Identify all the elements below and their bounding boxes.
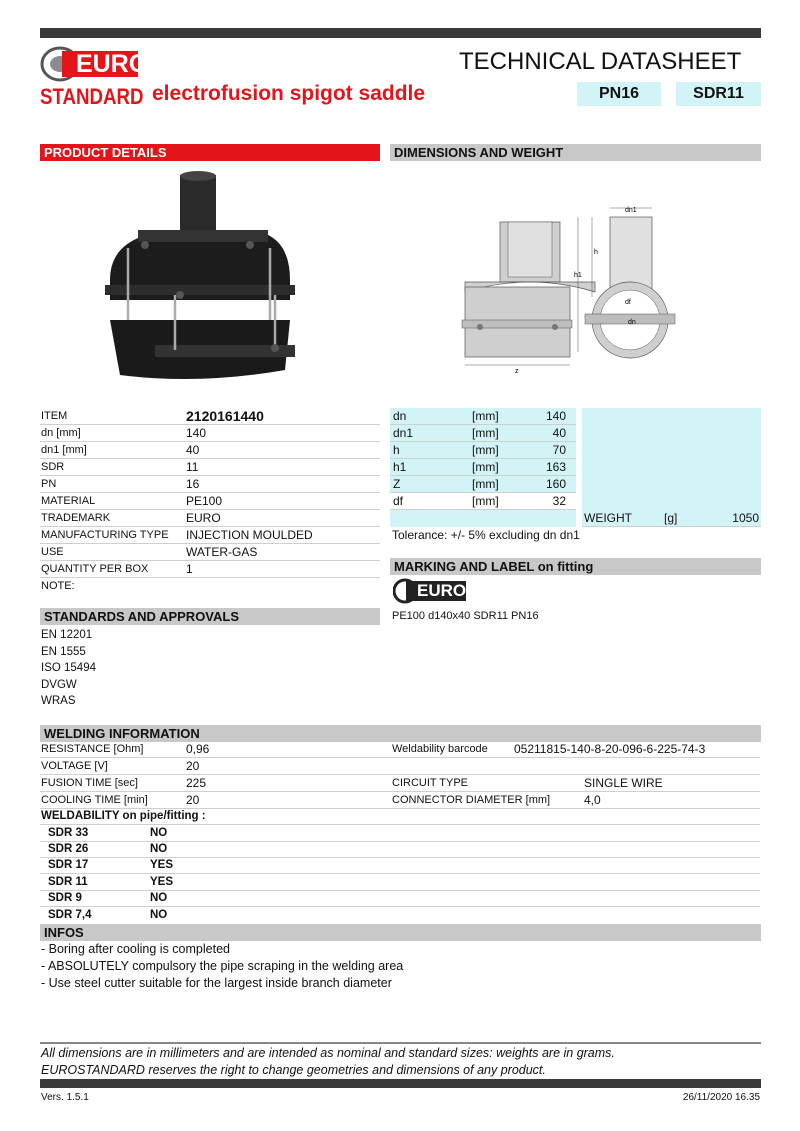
table-row: QUANTITY PER BOX 1 — [40, 561, 380, 578]
table-row: SDR 17 YES — [40, 857, 760, 874]
footer-divider — [40, 1042, 761, 1044]
table-row: MATERIAL PE100 — [40, 493, 380, 510]
dim-label-dn1: dn1 — [625, 207, 637, 214]
table-row: RESISTANCE [Ohm] 0,96 Weldability barcode 05211815-140-8-20-096-6-225-74-3 — [40, 741, 760, 758]
badge-pn: PN16 — [577, 82, 661, 106]
standards-list — [41, 627, 96, 710]
dim-label-z: z — [515, 368, 519, 375]
footer-note-2: EUROSTANDARD reserves the right to change geometries and dimensions of any product. — [41, 1063, 546, 1077]
list-item: DVGW — [41, 678, 77, 691]
table-row: h1 [mm] 163 — [390, 459, 576, 476]
dim-label-h1: h1 — [574, 272, 582, 279]
table-row: PN 16 — [40, 476, 380, 493]
top-bar — [40, 28, 761, 38]
list-item: - Use steel cutter suitable for the largest inside branch diameter — [41, 976, 392, 990]
table-row: FUSION TIME [sec] 225 CIRCUIT TYPE SINGLE WIRE — [40, 775, 760, 792]
table-row: ITEM 2120161440 — [40, 408, 380, 425]
table-row: dn [mm] 140 — [40, 425, 380, 442]
table-row: dn [mm] 140 — [390, 408, 576, 425]
table-row: h [mm] 70 — [390, 442, 576, 459]
section-marking: MARKING AND LABEL on fitting — [390, 558, 761, 575]
product-image — [100, 170, 300, 385]
badge-sdr: SDR11 — [676, 82, 761, 106]
section-welding: WELDING INFORMATION — [40, 725, 761, 742]
version: Vers. 1.5.1 — [41, 1092, 89, 1103]
list-item: EN 12201 — [41, 629, 93, 641]
eurostandard-logo — [40, 46, 149, 110]
weldability-title: WELDABILITY on pipe/fitting : — [40, 808, 760, 825]
table-row: Z [mm] 160 — [390, 476, 576, 493]
table-row: USE WATER-GAS — [40, 544, 380, 561]
table-row: SDR 9 NO — [40, 890, 760, 907]
list-item: ISO 15494 — [41, 662, 96, 674]
marking-logo: EURO — [393, 578, 468, 604]
logo-top-text: EURO — [76, 50, 149, 78]
infos-list — [41, 941, 403, 992]
weight-row: WEIGHT [g] 1050 — [584, 511, 759, 525]
tolerance-note: Tolerance: +/- 5% excluding dn dn1 — [392, 528, 580, 542]
list-item: WRAS — [41, 695, 76, 707]
table-row: NOTE: — [41, 580, 75, 592]
section-product-details: PRODUCT DETAILS — [40, 144, 380, 161]
section-standards: STANDARDS AND APPROVALS — [40, 608, 380, 625]
date-stamp: 26/11/2020 16.35 — [682, 1092, 760, 1103]
table-row: df [mm] 32 — [390, 493, 576, 510]
table-row: MANUFACTURING TYPE INJECTION MOULDED — [40, 527, 380, 544]
section-infos: INFOS — [40, 924, 761, 941]
bottom-bar — [40, 1079, 761, 1088]
dim-label-dn: dn — [628, 319, 636, 326]
table-row: dn1 [mm] 40 — [390, 425, 576, 442]
table-row: SDR 11 — [40, 459, 380, 476]
table-row: COOLING TIME [min] 20 CONNECTOR DIAMETER [mm] 4,0 — [40, 792, 760, 809]
doc-title: TECHNICAL DATASHEET — [459, 48, 742, 75]
table-row: dn1 [mm] 40 — [40, 442, 380, 459]
dimensions-cyan-blank — [390, 510, 576, 527]
technical-drawing — [460, 202, 690, 377]
table-row: SDR 26 NO — [40, 841, 760, 858]
section-dimensions-weight: DIMENSIONS AND WEIGHT — [390, 144, 761, 161]
list-item: - ABSOLUTELY compulsory the pipe scraping in the welding area — [41, 959, 404, 973]
product-name: electrofusion spigot saddle — [152, 82, 426, 105]
footer-note-1: All dimensions are in millimeters and are intended as nominal and standard sizes: weights are in grams. — [41, 1046, 615, 1060]
dim-label-h: h — [594, 249, 598, 256]
list-item: EN 1555 — [41, 645, 86, 658]
table-row: SDR 33 NO — [40, 825, 760, 842]
marking-text: PE100 d140x40 SDR11 PN16 — [392, 610, 539, 622]
logo-bottom-text: STANDARD — [40, 84, 144, 109]
table-row: SDR 11 YES — [40, 874, 760, 891]
table-row: VOLTAGE [V] 20 — [40, 758, 760, 775]
table-row: TRADEMARK EURO — [40, 510, 380, 527]
list-item: - Boring after cooling is completed — [41, 942, 230, 956]
table-row: SDR 7,4 NO — [48, 909, 168, 921]
dim-label-df: df — [625, 299, 631, 306]
